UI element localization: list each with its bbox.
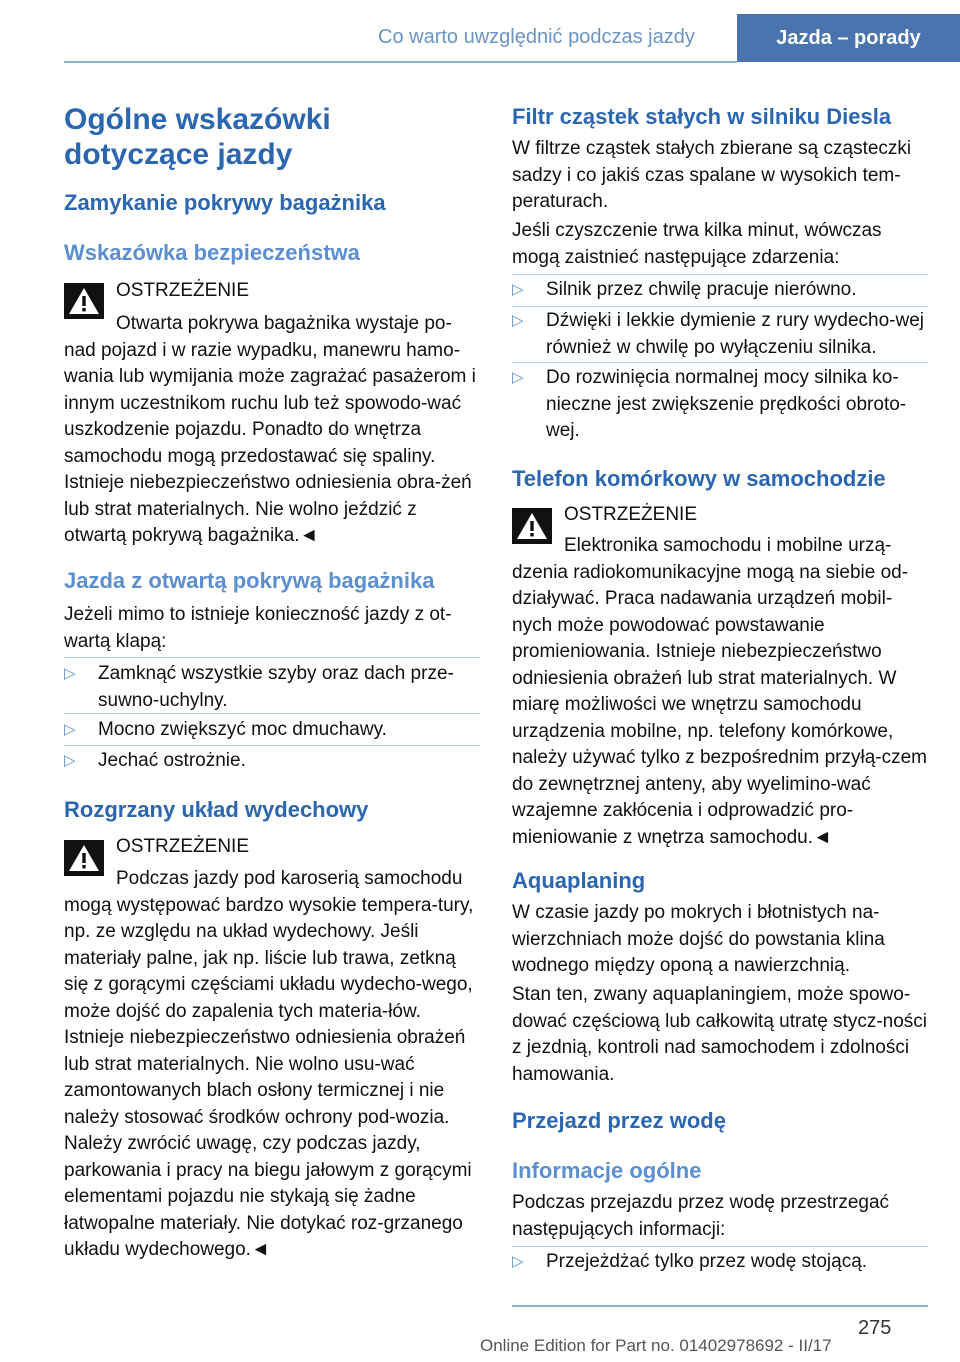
diesel-text: Jeśli czyszczenie trwa kilka minut, wówczas mogą zaistnieć następujące zdarzenia: <box>512 220 882 268</box>
list-divider <box>512 306 928 307</box>
list-divider <box>64 713 480 714</box>
diesel-heading: Filtr cząstek stałych w silniku Diesla <box>512 104 892 129</box>
list-item: ▷ Jechać ostrożnie. <box>64 748 480 775</box>
safety-heading: Wskazówka bezpieczeństwa <box>64 240 360 265</box>
exhaust-heading: Rozgrzany układ wydechowy <box>64 797 369 822</box>
warning-text: Podczas jazdy pod karoserią samochodu mogą występować bardzo wysokie tempera-tury, np. ze względu na układ wydechowy. Jeśli materiały palne, jak np. liście lub trawa, zetkną się z gorącymi częściami układu wydecho-wego, może dojść do zapalenia tych materia-łów. Istnieje niebezpieczeństwo odniesienia obrażeń lub strat materialnych. Nie wolno usu-wać zamontowanych blach osłony termicznej i nie należy stosować środków ochrony pod-wozia. Należy zwrócić uwagę, czy podczas jazdy, parkowania i pracy na biegu jałowym z gorącymi elementami pojazdu nie stykają się żadne łatwopalne materiały. Nie dotykać roz-grzanego układu wydechowego.◄ <box>64 868 474 1260</box>
aquaplaning-text: W czasie jazdy po mokrych i błotnistych na-wierzchniach może dojść do powstania klina wodnego między oponą a nawierzchnią. <box>512 902 885 976</box>
page-number-rule <box>512 1305 928 1307</box>
bullet-triangle-icon: ▷ <box>512 281 524 298</box>
bullet-triangle-icon: ▷ <box>64 665 76 682</box>
open-trunk-heading: Jazda z otwartą pokrywą bagażnika <box>64 568 435 593</box>
list-divider <box>512 1246 928 1247</box>
open-trunk-intro: Jeżeli mimo to istnieje konieczność jazdy z ot-wartą klapą: <box>64 604 452 652</box>
list-item: ▷ Dźwięki i lekkie dymienie z rury wydecho-wej również w chwilę po wyłączeniu silnika. <box>512 310 925 358</box>
diesel-text: W filtrze cząstek stałych zbierane są cząsteczki sadzy i co jakiś czas spalane w wysokich tem-peraturach. <box>512 138 912 212</box>
page-title: Ogólne wskazówki dotyczące jazdy <box>64 103 331 171</box>
list-divider <box>512 362 928 363</box>
phone-heading: Telefon komórkowy w samochodzie <box>512 466 886 491</box>
warning-title: OSTRZEŻENIE <box>116 836 250 857</box>
bullet-triangle-icon: ▷ <box>512 1253 524 1270</box>
list-divider <box>64 657 480 658</box>
warning-text: Elektronika samochodu i mobilne urzą-dzenia radiokomunikacyjne mogą na siebie od-działywać. Praca nadawania urządzeń mobil-nych może powodować powstawanie promieniowania. Istnieje niebezpieczeństwo odniesienia obrażeń lub strat materialnych. W miarę możliwości we wnętrzu samochodu urządzenia mobilne, np. telefony komórkowe, należy używać tylko z bezpośrednim przyłą-czem do zewnętrznej anteny, aby wyelimino-wać wzajemne zakłócenia i odprowadzić pro-mieniowanie z wnętrza samochodu.◄ <box>512 535 927 848</box>
list-item: ▷ Silnik przez chwilę pracuje nierówno. <box>512 277 928 304</box>
list-item: ▷ Zamknąć wszystkie szyby oraz dach prze-suwno-uchylny. <box>64 663 454 711</box>
water-heading: Przejazd przez wodę <box>512 1108 726 1133</box>
list-divider <box>64 745 480 746</box>
bullet-triangle-icon: ▷ <box>512 369 524 386</box>
chapter-tab: Jazda – porady <box>737 14 960 62</box>
warning-title: OSTRZEŻENIE <box>116 280 250 301</box>
general-info-text: Podczas przejazdu przez wodę przestrzegać następujących informacji: <box>512 1192 890 1240</box>
aquaplaning-heading: Aquaplaning <box>512 868 646 893</box>
header-rule <box>64 61 737 63</box>
running-header-section: Co warto uwzględnić podczas jazdy <box>378 26 695 48</box>
bullet-triangle-icon: ▷ <box>64 752 76 769</box>
bullet-triangle-icon: ▷ <box>64 721 76 738</box>
trunk-heading: Zamykanie pokrywy bagażnika <box>64 190 386 215</box>
list-item: ▷ Mocno zwiększyć moc dmuchawy. <box>64 717 480 744</box>
bullet-triangle-icon: ▷ <box>512 312 524 329</box>
warning-title: OSTRZEŻENIE <box>564 504 698 525</box>
footer-text: Online Edition for Part no. 01402978692 - II/17 <box>480 1336 832 1355</box>
list-divider <box>512 274 928 275</box>
general-info-heading: Informacje ogólne <box>512 1158 702 1183</box>
warning-text: Otwarta pokrywa bagażnika wystaje po-nad pojazd i w razie wypadku, manewru hamo-wania lub wymijania może zagrażać pasażerom i innym uczestnikom ruchu lub też spowodo-wać uszkodzenie pojazdu. Ponadto do wnętrza samochodu mogą przedostawać się spaliny. Istnieje niebezpieczeństwo odniesienia obra-żeń lub strat materialnych. Nie wolno jeździć z otwartą pokrywą bagażnika.◄ <box>64 313 476 546</box>
page-number: 275 <box>858 1317 892 1339</box>
list-item: ▷ Do rozwinięcia normalnej mocy silnika ko-nieczne jest zwiększenie prędkości obroto-wej. <box>512 367 907 441</box>
aquaplaning-text: Stan ten, zwany aquaplaningiem, może spowo-dować częściową lub całkowitą utratę stycz-ności z jezdnią, kontroli nad samochodem i zdolności hamowania. <box>512 984 928 1085</box>
list-item: ▷ Przejeżdżać tylko przez wodę stojącą. <box>512 1249 928 1276</box>
